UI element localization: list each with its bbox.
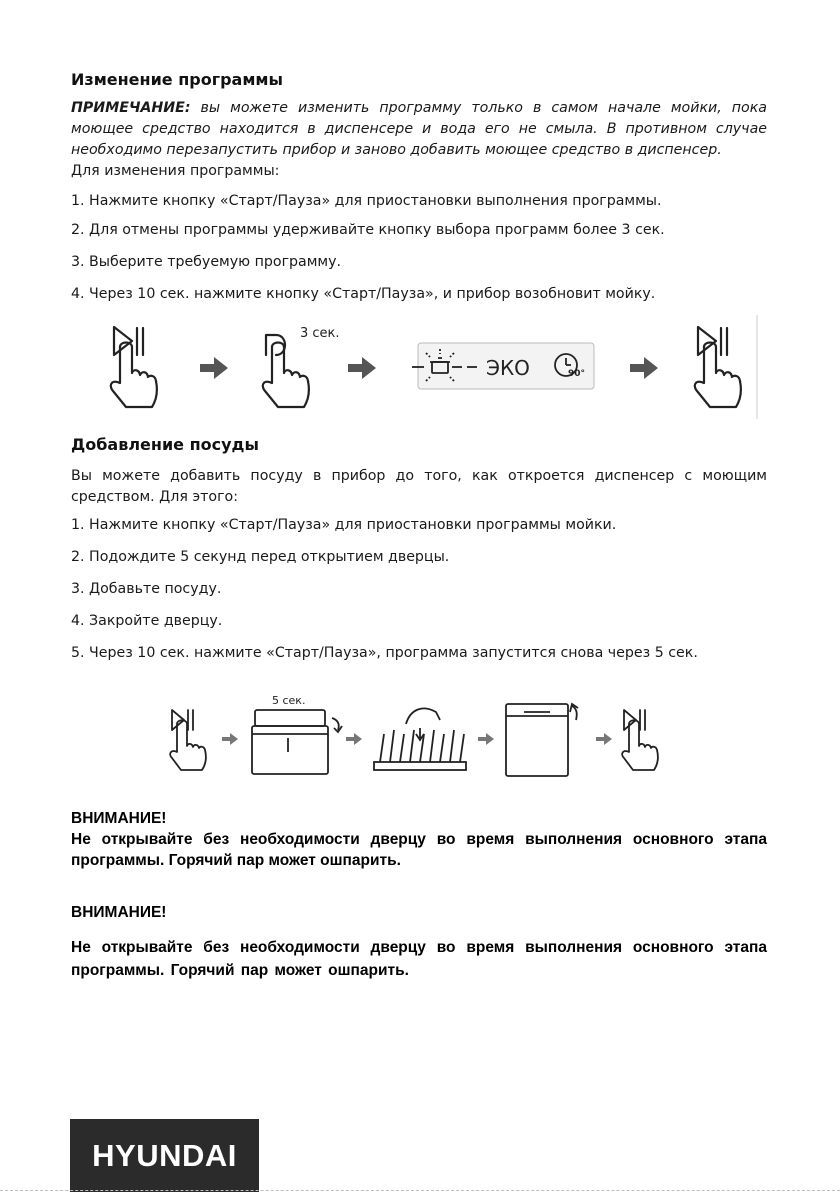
arrow-right-icon [346,733,362,745]
change-program-intro: Для изменения программы: [71,163,280,179]
add-step-2: 2. Подождите 5 секунд перед открытием дверцы. [71,549,450,565]
arrow-right-icon [630,357,658,379]
dishwasher-closed-icon [506,704,578,776]
change-step-2: 2. Для отмены программы удерживайте кнопку выбора программ более 3 сек. [71,222,665,238]
brand-logo [70,1119,259,1192]
hand-press-icon [111,327,157,407]
arrow-right-icon [596,733,612,745]
change-step-4: 4. Через 10 сек. нажмите кнопку «Старт/Пауза», и прибор возобновит мойку. [71,286,656,302]
note-text: вы можете изменить программу только в самом начале мойки, пока моющее средство находится в диспенсере и вода его не смыла. В противном случае необходимо перезапустить прибор и заново добавить моющее средство в диспенсер. [71,100,767,158]
add-dishes-intro: Вы можете добавить посуду в прибор до того, как откроется диспенсер с моющим средством. Для этого: [71,468,767,505]
section-title-change-program: Изменение программы [71,70,283,89]
hand-press-icon [622,710,658,770]
display-temp-text: 90° [568,369,586,379]
change-program-figure [100,315,770,420]
arrow-right-icon [200,357,228,379]
display-program-text: ЭКО [486,356,530,380]
add-step-4: 4. Закройте дверцу. [71,613,223,629]
arrow-right-icon [222,733,238,745]
add-step-5: 5. Через 10 сек. нажмите «Старт/Пауза», программа запустится снова через 5 сек. [71,645,698,661]
hand-hold-icon [263,335,309,407]
hold-duration-label: 3 сек. [300,326,340,341]
add-dishes-figure [160,690,670,780]
display-panel [412,343,594,389]
add-step-1: 1. Нажмите кнопку «Старт/Пауза» для приостановки программы мойки. [71,517,617,533]
section-title-add-dishes: Добавление посуды [71,435,259,454]
dishwasher-open-door-icon [252,710,342,774]
dish-rack-icon [374,708,466,770]
wait-duration-label: 5 сек. [272,694,306,707]
note-lead: ПРИМЕЧАНИЕ: [71,100,191,116]
brand-logo-text: HYUNDAI [92,1137,237,1173]
warning-text-2: Не открывайте без необходимости дверцу во время выполнения основного этапа программы. Горячий пар может ошпарить. [71,939,767,979]
hand-press-icon [695,327,741,407]
arrow-right-icon [348,357,376,379]
note-paragraph [71,98,767,161]
change-step-3: 3. Выберите требуемую программу. [71,254,342,270]
warning-text: Не открывайте без необходимости дверцу во время выполнения основного этапа программы. Горячий пар может ошпарить. [71,831,767,869]
warning-title-2: ВНИМАНИЕ! [71,904,167,921]
hand-press-icon [170,710,206,770]
add-step-3: 3. Добавьте посуду. [71,581,222,597]
warning-title: ВНИМАНИЕ! [71,810,167,827]
arrow-right-icon [478,733,494,745]
change-step-1: 1. Нажмите кнопку «Старт/Пауза» для приостановки выполнения программы. [71,193,662,209]
